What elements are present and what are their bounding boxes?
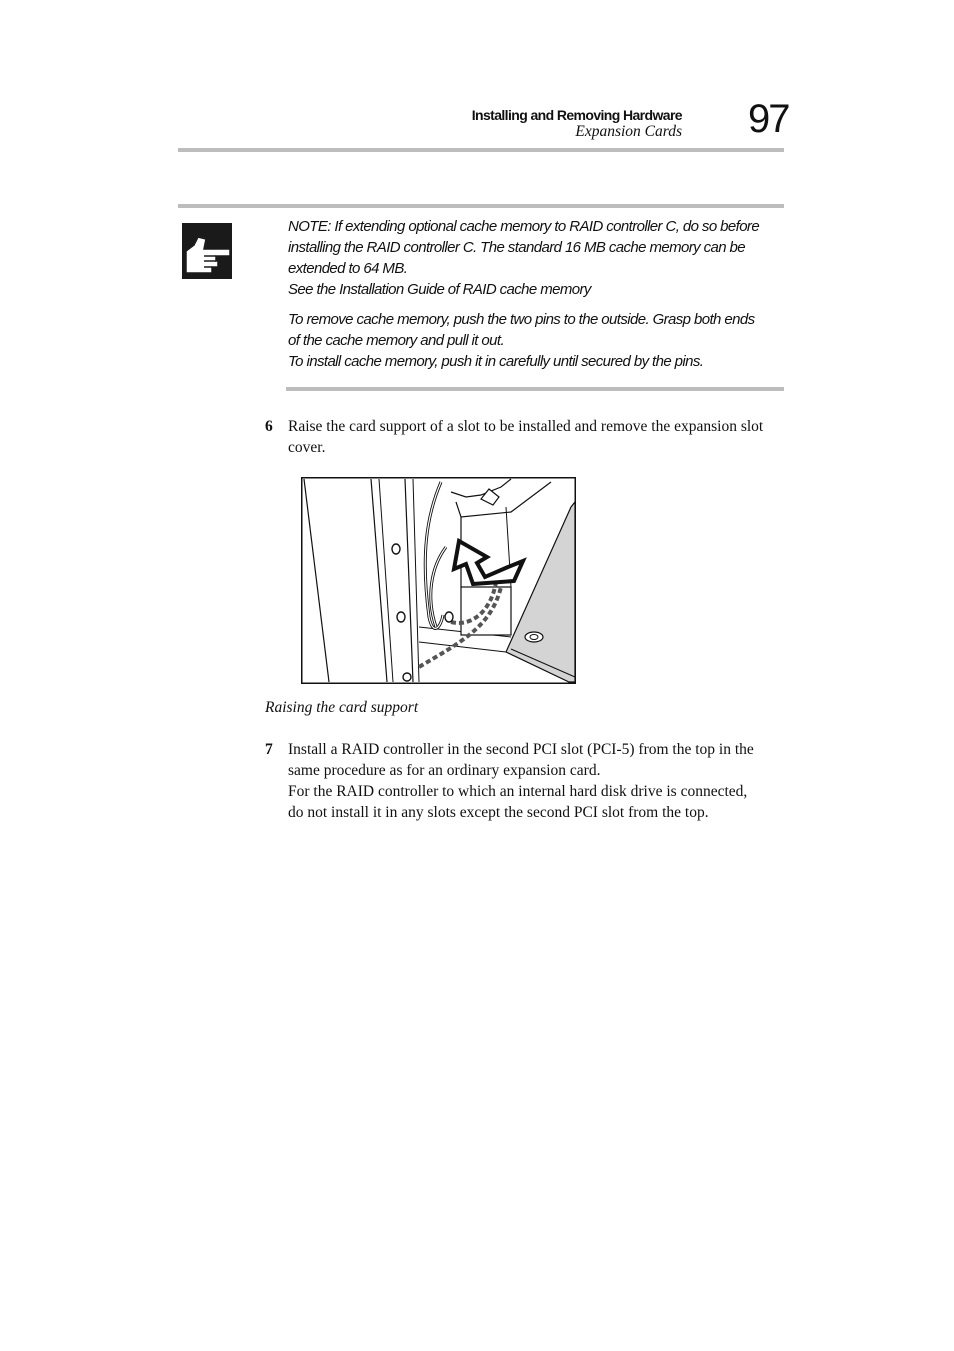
figure-caption: Raising the card support — [265, 699, 419, 716]
step-number: 6 — [265, 418, 273, 435]
step-line: do not install it in any slots except the second PCI slot from the top. — [288, 804, 709, 821]
note-paragraph-1 — [288, 216, 758, 300]
step-line: Install a RAID controller in the second PCI slot (PCI-5) from the top in the — [288, 741, 754, 758]
step-line: Raise the card support of a slot to be installed and remove the expansion slot — [288, 418, 764, 435]
card-support-illustration — [301, 477, 576, 684]
note-line: extended to 64 MB. — [288, 260, 408, 277]
page-number: 97 — [748, 97, 789, 141]
running-header-subsection: Expansion Cards — [575, 123, 682, 140]
step-line: same procedure as for an ordinary expansion card. — [288, 762, 601, 779]
step-line: For the RAID controller to which an internal hard disk drive is connected, — [288, 783, 748, 800]
step-line: cover. — [288, 439, 326, 456]
pointing-hand-icon — [182, 223, 232, 279]
note-line: See the Installation Guide of RAID cache memory — [288, 281, 591, 298]
header-rule — [178, 148, 784, 152]
step-text — [288, 416, 788, 458]
step-text — [288, 739, 788, 823]
note-paragraph-2 — [288, 309, 758, 372]
note-bottom-rule — [286, 387, 784, 391]
note-line: To remove cache memory, push the two pins to the outside. Grasp both ends — [288, 311, 755, 328]
note-top-rule — [178, 204, 784, 208]
note-line: To install cache memory, push it in carefully until secured by the pins. — [288, 353, 704, 370]
running-header-section: Installing and Removing Hardware — [471, 107, 682, 123]
note-line: NOTE: If extending optional cache memory to RAID controller C, do so before — [288, 218, 760, 235]
note-line: of the cache memory and pull it out. — [288, 332, 505, 349]
note-line: installing the RAID controller C. The standard 16 MB cache memory can be — [288, 239, 746, 256]
step-number: 7 — [265, 741, 273, 758]
